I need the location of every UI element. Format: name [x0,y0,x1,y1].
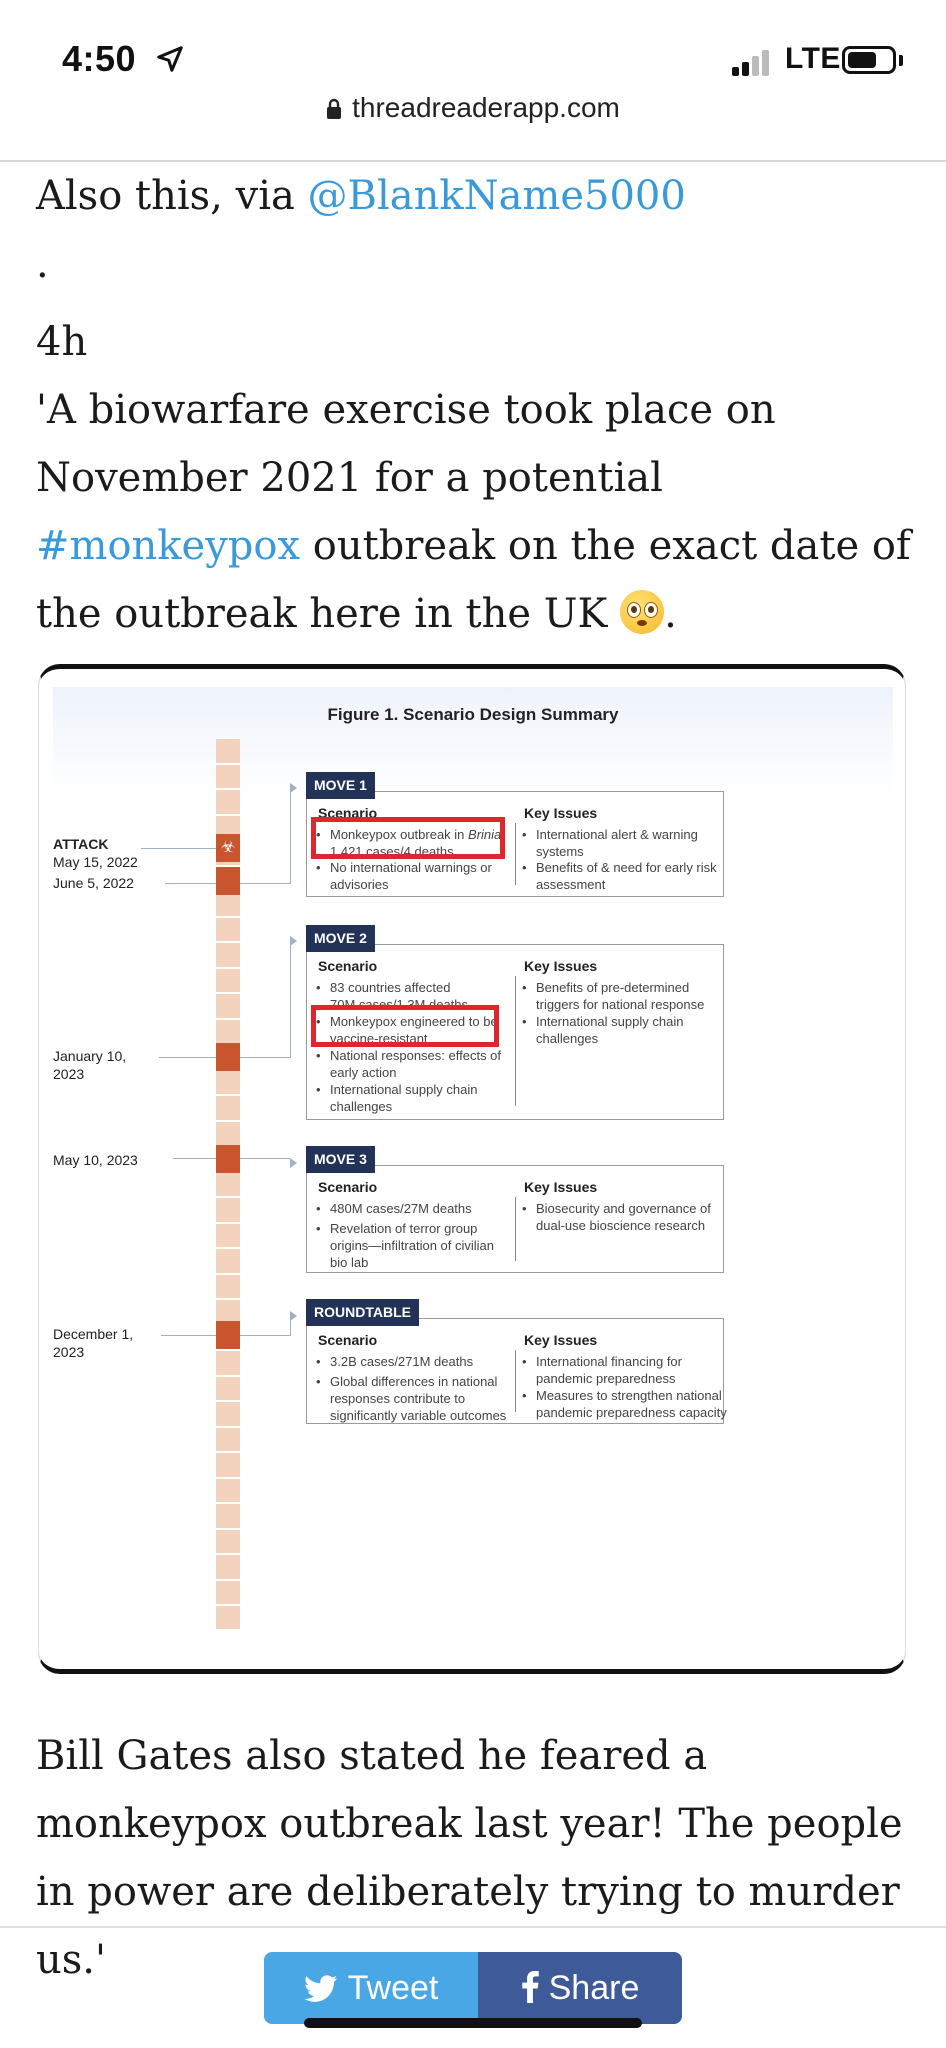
scenario-item: • Global differences in national responses contribute to significantly variable outcomes [330,1373,506,1424]
timeline-marker-december [216,1321,240,1349]
date-may-2023: May 10, 2023 [53,1152,138,1168]
cellular-signal-icon [732,48,776,76]
issue-item: • Benefits of pre-determined triggers for national response [536,979,704,1013]
issue-item: • International supply chain challenges [536,1013,683,1047]
connector [159,1057,216,1058]
column-divider [515,976,516,1106]
key-issues-header: Key Issues [524,1332,598,1348]
timeline-segment [216,1349,240,1374]
timeline-segment [216,1196,240,1221]
timeline-segment [216,1502,240,1527]
highlight-box [311,817,505,859]
connector [173,1158,216,1159]
timeline-segment [216,1171,240,1196]
date-december-2023: December 1, 2023 [53,1326,134,1360]
url-bar[interactable] [0,92,946,124]
timeline-segment [216,1477,240,1502]
roundtable-tag: ROUNDTABLE [306,1299,419,1326]
post-quote [36,376,916,648]
arrow-icon [290,936,297,946]
timeline-segment [216,1069,240,1094]
timeline-segment [216,992,240,1017]
post-separator: . [36,241,49,287]
date-june-2022: June 5, 2022 [53,875,134,891]
quote-text-1: 'A biowarfare exercise took place on November 2021 for a potential [36,387,776,501]
timeline-segment [216,1400,240,1425]
timeline-segment [216,1222,240,1247]
timeline-segment [216,967,240,992]
twitter-bird-icon [304,1975,338,2003]
timeline-marker-may [216,1145,240,1173]
intro-text: Also this, via [36,173,308,219]
move-1-tag: MOVE 1 [306,772,375,799]
connector [290,788,291,884]
post-age: 4h [36,319,88,365]
tweet-label: Tweet [347,1969,439,2007]
scenario-item: • No international warnings or advisories [330,859,492,893]
arrow-icon [290,1158,297,1168]
column-divider [515,1197,516,1261]
scenario-item: • International supply chain challenges [330,1081,477,1115]
scenario-item: • National responses: effects of early action [330,1047,501,1081]
timeline-segment [216,788,240,813]
connector [161,1335,216,1336]
followup-text: Bill Gates also stated he feared a monkeypox outbreak last year! The people in power are deliberately trying to murder us.' [36,1733,903,1983]
battery-tip [899,55,903,66]
timeline-segment [216,1426,240,1451]
scenario-figure [53,687,893,1657]
scenario-item: • Monkeypox engineered to be vaccine-resistant [330,1013,498,1047]
timeline-segment [216,1528,240,1553]
timeline-segment [216,1553,240,1578]
timeline-segment [216,1375,240,1400]
scenario-item: • 83 countries affected 70M cases/1.3M deaths [330,979,468,1013]
home-indicator [304,2018,642,2028]
tweet-button[interactable] [264,1952,478,2024]
scenario-header: Scenario [318,1332,378,1348]
timeline-marker-june [216,867,240,895]
arrow-icon [290,1311,297,1321]
scenario-item: • 480M cases/27M deaths [330,1200,472,1217]
post-intro [36,162,916,230]
key-issues-header: Key Issues [524,805,598,821]
connector [240,883,290,884]
timeline-marker-january [216,1043,240,1071]
issue-item: • International financing for pandemic preparedness [536,1353,682,1387]
thread-post [36,162,916,648]
issue-item: • Benefits of & need for early risk assessment [536,859,717,893]
key-issues-header: Key Issues [524,958,598,974]
connector [240,1057,290,1058]
timeline-segment [216,916,240,941]
scenario-item: • Monkeypox outbreak in Brinia 1,421 cases/4 deaths [330,826,501,860]
share-button[interactable] [478,1952,682,2024]
timeline-segment [216,1579,240,1604]
timeline-segment [216,1018,240,1043]
issue-item: • Measures to strengthen national pandemic preparedness capacity [536,1387,727,1421]
biohazard-icon: ☣ [216,834,240,862]
scenario-item: • Revelation of terror group origins—infiltration of civilian bio lab [330,1220,494,1271]
hashtag-link[interactable]: #monkeypox [36,523,301,569]
column-divider [515,823,516,885]
date-attack: ATTACK May 15, 2022 [53,836,138,870]
move-2-tag: MOVE 2 [306,925,375,952]
connector [240,1335,290,1336]
timeline-segment [216,1247,240,1272]
key-issues-header: Key Issues [524,1179,598,1195]
scenario-header: Scenario [318,958,378,974]
issue-item: • International alert & warning systems [536,826,698,860]
timeline-segment [216,1451,240,1476]
timeline-segment [216,763,240,788]
status-time: 4:50 [62,38,137,79]
timeline-segment [216,1604,240,1629]
scenario-header: Scenario [318,1179,378,1195]
footer-divider [0,1926,946,1928]
connector [141,848,216,849]
quote-end: . [664,591,677,637]
figure-title: Figure 1. Scenario Design Summary [327,705,619,724]
column-divider [515,1350,516,1412]
move-3-tag: MOVE 3 [306,1146,375,1173]
connector [165,883,216,884]
scenario-header: Scenario [318,805,378,821]
timeline-segment [216,737,240,762]
issue-item: • Biosecurity and governance of dual-use bioscience research [536,1200,711,1234]
scenario-item: • 3.2B cases/271M deaths [330,1353,473,1370]
connector [240,1158,290,1159]
timeline-segment [216,1094,240,1119]
flushed-face-icon [620,590,664,634]
network-type: LTE [785,42,841,75]
timeline-segment [216,941,240,966]
mention-link[interactable]: @BlankName5000 [307,173,686,219]
timeline-segment [216,1120,240,1145]
battery-icon [842,46,896,74]
embedded-image-card[interactable] [38,664,906,1674]
url-domain: threadreaderapp.com [352,92,620,123]
date-january-2023: January 10, 2023 [53,1048,127,1082]
highlight-box [311,1005,499,1047]
timeline-segment [216,1273,240,1298]
facebook-icon [521,1971,539,2003]
arrow-icon [290,783,297,793]
location-arrow-icon [155,44,185,74]
share-label: Share [548,1969,640,2007]
status-bar [0,0,946,123]
timeline-segment [216,1298,240,1323]
quote-text-2: outbreak on the exact date of the outbreak here in the UK [36,523,911,637]
lock-icon [326,98,342,120]
connector [290,941,291,1058]
